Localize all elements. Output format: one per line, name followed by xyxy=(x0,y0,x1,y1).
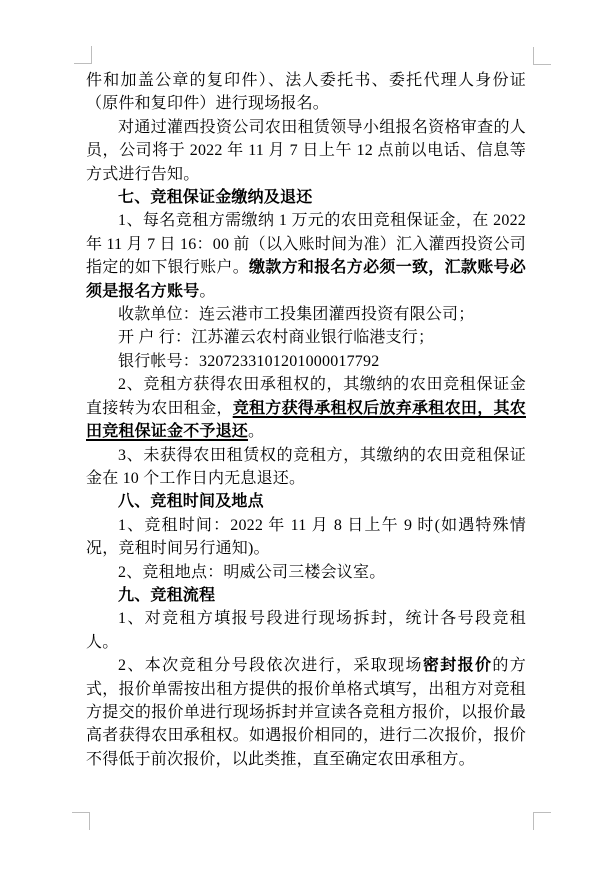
paragraph-deposit-payment xyxy=(86,209,526,303)
body-text: 2、竞租地点：明威公司三楼会议室。 xyxy=(118,563,386,581)
paragraph-deposit-refund xyxy=(86,444,526,491)
body-text: 1、竞租时间：2022 年 11 月 8 日上午 9 时(如遇特殊情况，竞租时间另行通知)。 xyxy=(86,516,526,558)
body-text: 银行帐号：3207233101201000017792 xyxy=(118,352,380,370)
paragraph-payee-unit xyxy=(86,303,526,326)
heading-section-7 xyxy=(86,186,526,209)
body-text: 1、每名竞租方需缴纳 1 万元的农田竞租保证金，在 2022 年 11 月 7 日 16：00 前（以入账时间为准）汇入灌西投资公司指定的如下银行账户。 xyxy=(86,212,526,277)
crop-mark-bottom-right xyxy=(533,812,551,830)
body-text: 2、竞租方获得农田承租权的，其缴纳的农田竞租保证金直接转为农田租金， xyxy=(86,376,526,417)
body-text: 件和加盖公章的复印件）、法人委托书、委托代理人身份证（原件和复印件）进行现场报名。 xyxy=(86,72,526,113)
body-text: 2、本次竞租分号段依次进行，采取现场 xyxy=(118,657,423,675)
bold-text: 七、竞租保证金缴纳及退还 xyxy=(118,189,313,207)
crop-mark-top-right xyxy=(533,47,551,65)
paragraph-bid-place xyxy=(86,561,526,584)
heading-section-9 xyxy=(86,584,526,607)
bold-text: 缴款方和报名方必须一致，汇款账号必须是报名方账号 xyxy=(86,259,526,300)
document-text-area xyxy=(86,69,526,771)
body-text: 。 xyxy=(199,282,216,300)
body-text: 的方式，报价单需按出租方提供的报价单格式填写，出租方对竞租方提交的报价单进行现场拆封并宣读各竞租方报价，以报价最高者获得农田承租权。如遇报价相同的，进行二次报价，报价不得低于前次报价，以此类推，直至确定农田承租方。 xyxy=(86,657,526,768)
paragraph-process-unseal xyxy=(86,607,526,654)
body-text: 对通过灌西投资公司农田租赁领导小组报名资格审查的人员，公司将于 2022 年 11 月 7 日上午 12 点前以电话、信息等方式进行告知。 xyxy=(86,118,526,183)
body-text: 3、未获得农田租赁权的竞租方，其缴纳的农田竞租保证金在 10 个工作日内无息退还。 xyxy=(86,446,526,487)
paragraph-qualification-notice xyxy=(86,116,526,186)
body-text: 开 户 行：江苏灌云农村商业银行临港支行； xyxy=(118,329,435,347)
bold-text: 八、竞租时间及地点 xyxy=(118,493,264,511)
heading-section-8 xyxy=(86,490,526,513)
crop-mark-top-left xyxy=(74,46,92,64)
bold-text: 九、竞租流程 xyxy=(118,586,216,604)
crop-mark-bottom-left xyxy=(72,812,90,830)
underlined-bold-text: 竞租方获得承租权后放弃承租农田，其农田竞租保证金不予退还 xyxy=(86,399,526,441)
paragraph-bid-time xyxy=(86,514,526,561)
paragraph-deposit-transfer xyxy=(86,373,526,443)
paragraph-bank-account xyxy=(86,350,526,373)
paragraph-bank-branch xyxy=(86,326,526,349)
bold-text: 密封报价 xyxy=(422,657,493,675)
paragraph-registration-continued xyxy=(86,69,526,116)
body-text: 1、对竞租方填报号段进行现场拆封，统计各号段竞租人。 xyxy=(86,610,526,651)
body-text: 收款单位：连云港市工投集团灌西投资有限公司； xyxy=(118,306,475,324)
body-text: 。 xyxy=(248,423,265,441)
paragraph-process-bidding xyxy=(86,654,526,771)
